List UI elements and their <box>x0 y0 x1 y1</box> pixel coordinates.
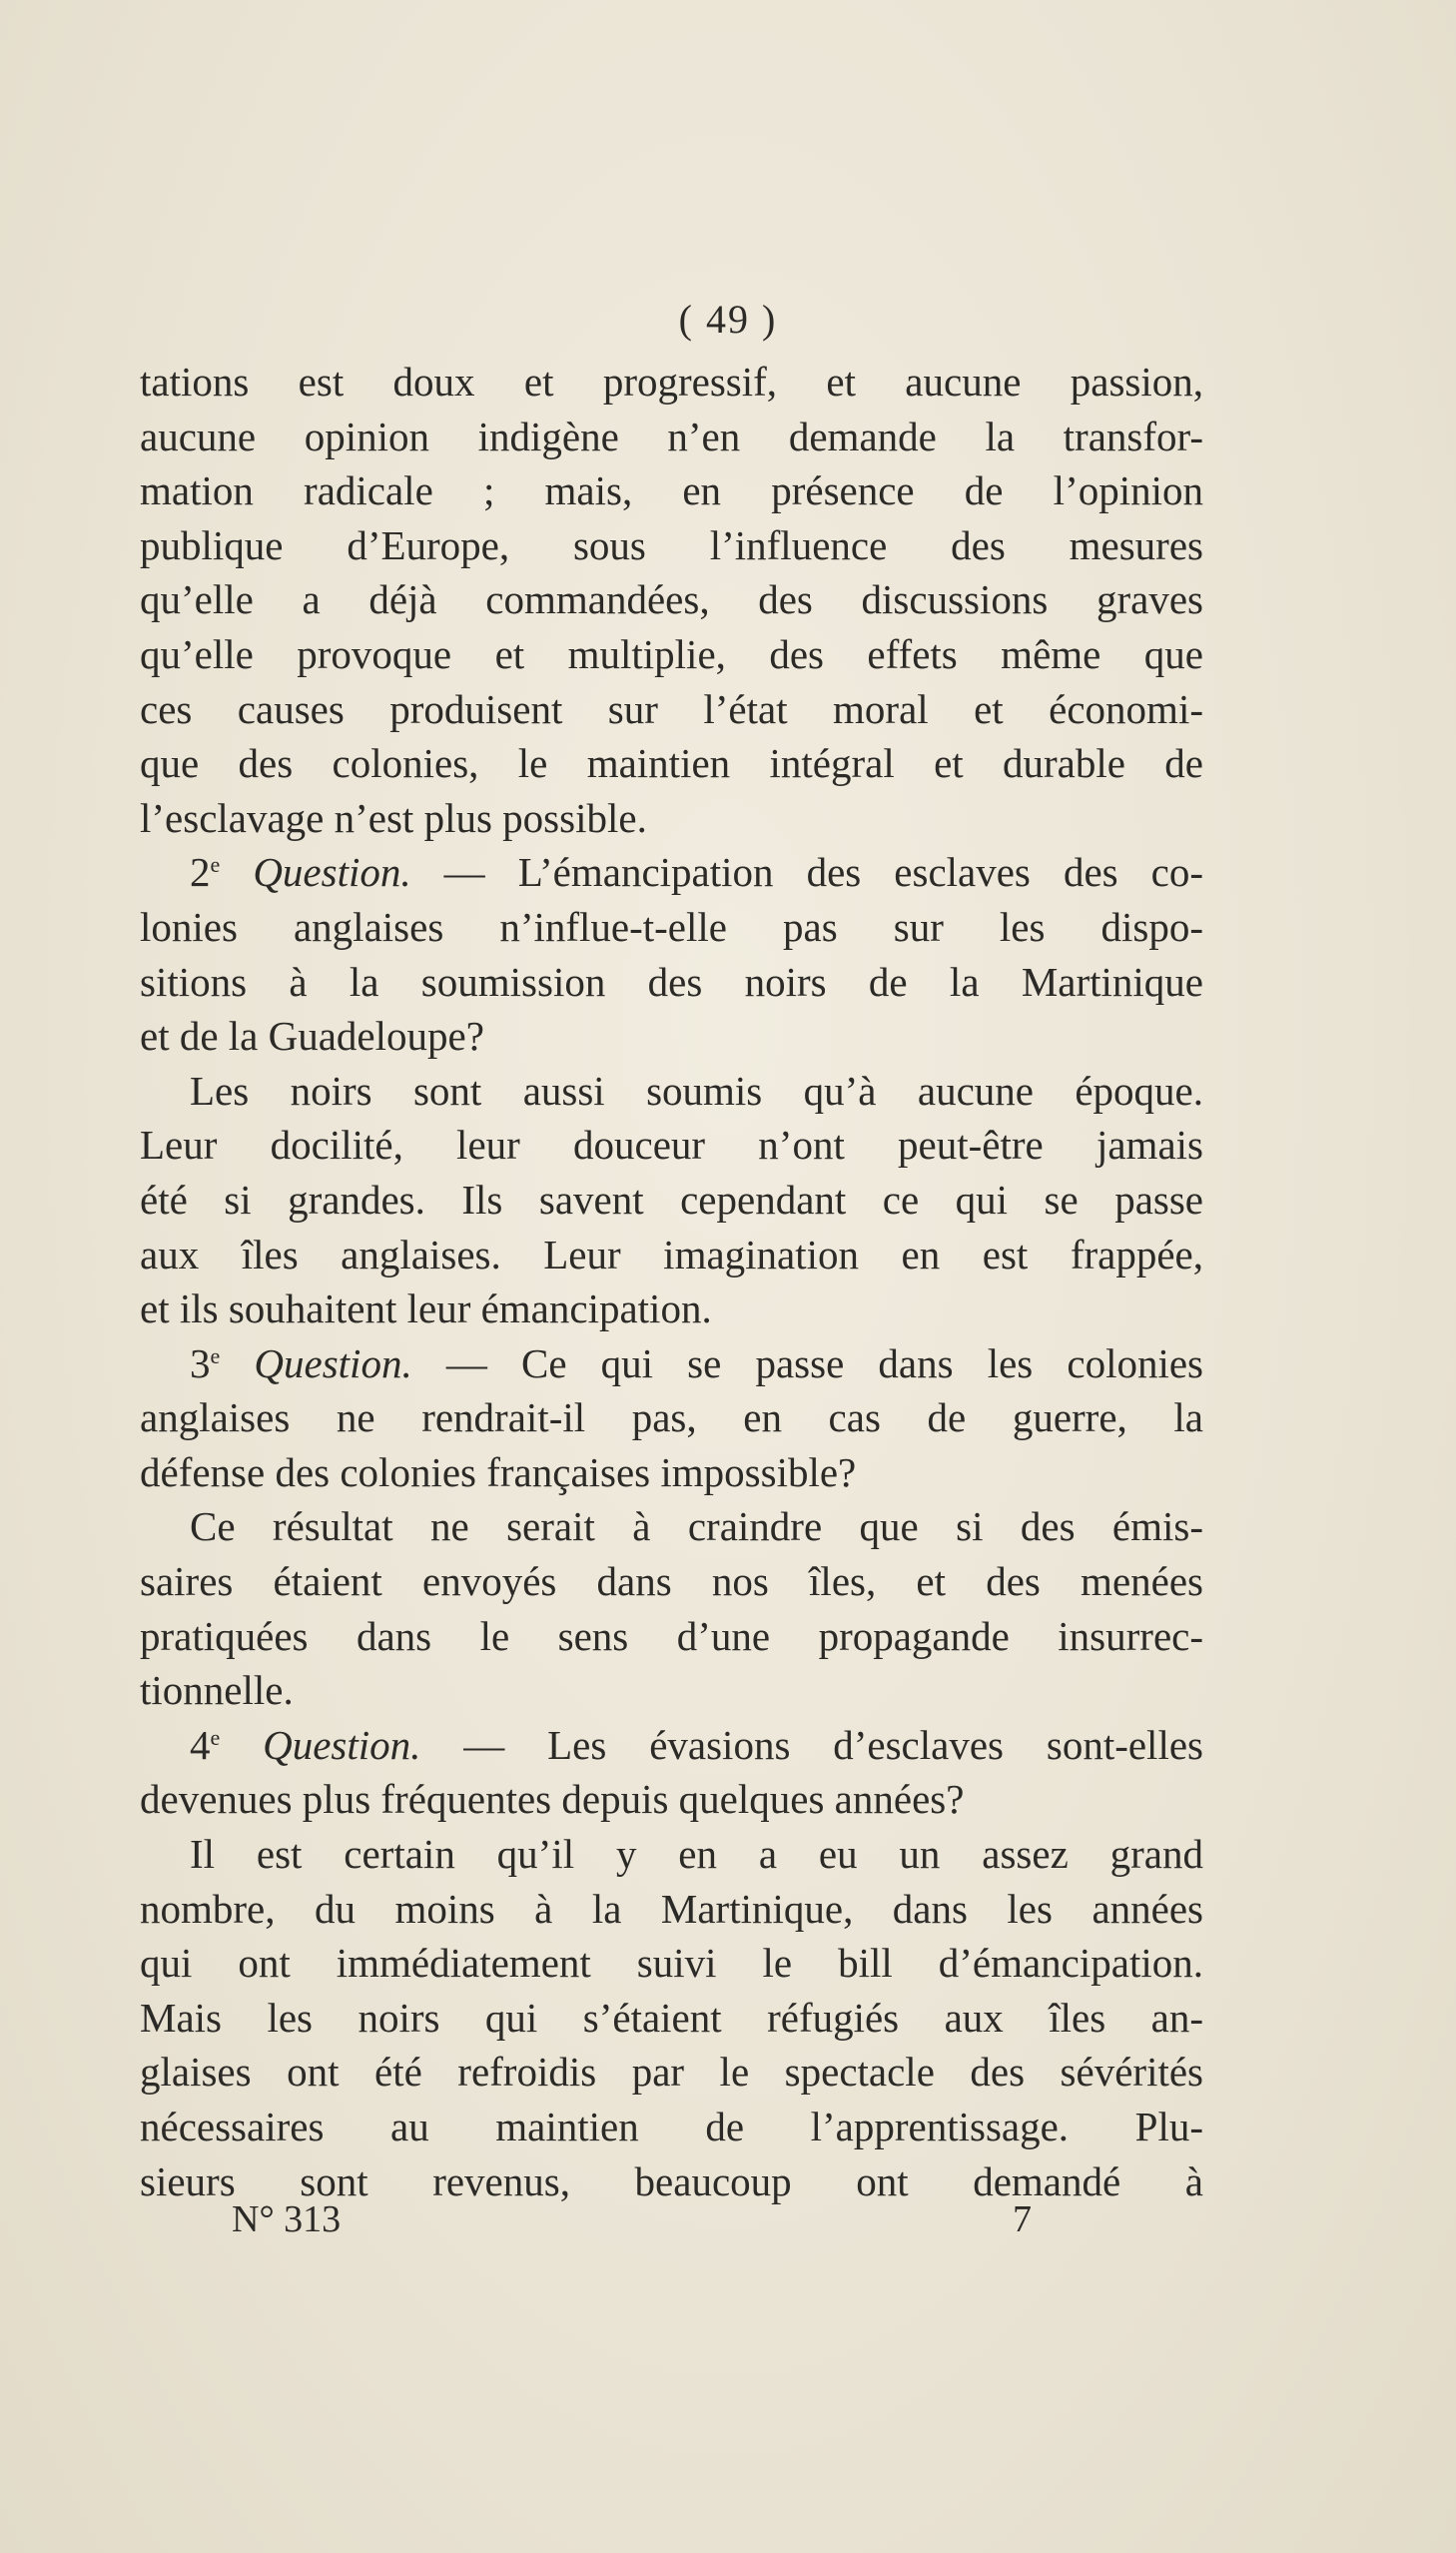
question-2-number: 2 <box>190 849 211 896</box>
answer-2-line: Les noirs sont aussi soumis qu’à aucune époque. <box>190 1067 1203 1114</box>
question-2-first-line <box>140 845 1203 900</box>
answer-4-line: nécessaires au maintien de l’apprentissage. Plu- <box>140 2104 1203 2149</box>
question-4-ordinal: e <box>210 1724 221 1750</box>
text-line: tations est doux et progressif, et aucune passion, <box>140 359 1203 405</box>
text-line: qu’elle a déjà commandées, des discussions graves <box>140 576 1203 623</box>
question-3-ordinal: e <box>210 1342 221 1368</box>
question-4-number: 4 <box>190 1721 211 1768</box>
question-4-label: Question. <box>263 1721 421 1768</box>
answer-4-line: Il est certain qu’il y en a eu un assez grand <box>190 1831 1203 1878</box>
sheet-number: 7 <box>1013 2198 1032 2240</box>
text-line: que des colonies, le maintien intégral et durable de <box>140 740 1203 787</box>
answer-4-line: sieurs sont revenus, beaucoup ont demandé à <box>140 2157 1203 2204</box>
text-line: publique d’Europe, sous l’influence des mesures <box>140 521 1203 568</box>
answer-4-line: glaises ont été refroidis par le spectacle des sévérités <box>140 2049 1203 2096</box>
text-line: ces causes produisent sur l’état moral et économi- <box>140 685 1203 732</box>
text-line: aucune opinion indigène n’en demande la transfor- <box>140 413 1203 459</box>
question-4-line: devenues plus fréquentes depuis quelques années? <box>140 1776 965 1823</box>
question-3-line: défense des colonies françaises impossible? <box>140 1448 857 1495</box>
body-text <box>140 355 1203 2208</box>
question-3-text: — Ce qui se passe dans les colonies <box>411 1339 1203 1386</box>
answer-3-line: Ce résultat ne serait à craindre que si des émis- <box>190 1503 1203 1550</box>
page-footer <box>0 2197 1456 2253</box>
question-2-line: et de la Guadeloupe? <box>140 1013 484 1060</box>
answer-4-line: nombre, du moins à la Martinique, dans les années <box>140 1885 1203 1932</box>
question-4-text: — Les évasions d’esclaves sont-elles <box>420 1721 1203 1768</box>
answer-2-line: et ils souhaitent leur émancipation. <box>140 1285 712 1332</box>
answer-4-line: Mais les noirs qui s’étaient réfugiés aux îles an- <box>140 1994 1203 2041</box>
question-2-label: Question. <box>253 849 411 896</box>
answer-3-line: tionnelle. <box>140 1667 294 1714</box>
answer-2-line: été si grandes. Ils savent cependant ce qui se passe <box>140 1176 1203 1223</box>
question-2-text: — L’émancipation des esclaves des co- <box>410 849 1204 896</box>
question-2-ordinal: e <box>210 852 221 878</box>
text-line: l’esclavage n’est plus possible. <box>140 794 647 841</box>
answer-2-line: aux îles anglaises. Leur imagination en est frappée, <box>140 1231 1203 1277</box>
text-line: qu’elle provoque et multiplie, des effets même que <box>140 630 1203 677</box>
answer-3-line: saires étaient envoyés dans nos îles, et des menées <box>140 1558 1203 1605</box>
signature-mark: N° 313 <box>232 2198 342 2240</box>
text-line: mation radicale ; mais, en présence de l’opinion <box>140 467 1203 514</box>
answer-2-line: Leur docilité, leur douceur n’ont peut-être jamais <box>140 1122 1203 1169</box>
question-3-label: Question. <box>254 1339 412 1386</box>
question-2-line: lonies anglaises n’influe-t-elle pas sur les dispo- <box>140 903 1203 950</box>
question-3-first-line <box>140 1336 1203 1391</box>
answer-3-line: pratiquées dans le sens d’une propagande insurrec- <box>140 1612 1203 1659</box>
page-number: ( 49 ) <box>678 297 778 342</box>
answer-4-line: qui ont immédiatement suivi le bill d’émancipation. <box>140 1940 1203 1987</box>
question-4-first-line <box>140 1718 1203 1773</box>
question-3-line: anglaises ne rendrait-il pas, en cas de guerre, la <box>140 1394 1203 1441</box>
question-3-number: 3 <box>190 1339 211 1386</box>
question-2-line: sitions à la soumission des noirs de la Martinique <box>140 958 1203 1005</box>
